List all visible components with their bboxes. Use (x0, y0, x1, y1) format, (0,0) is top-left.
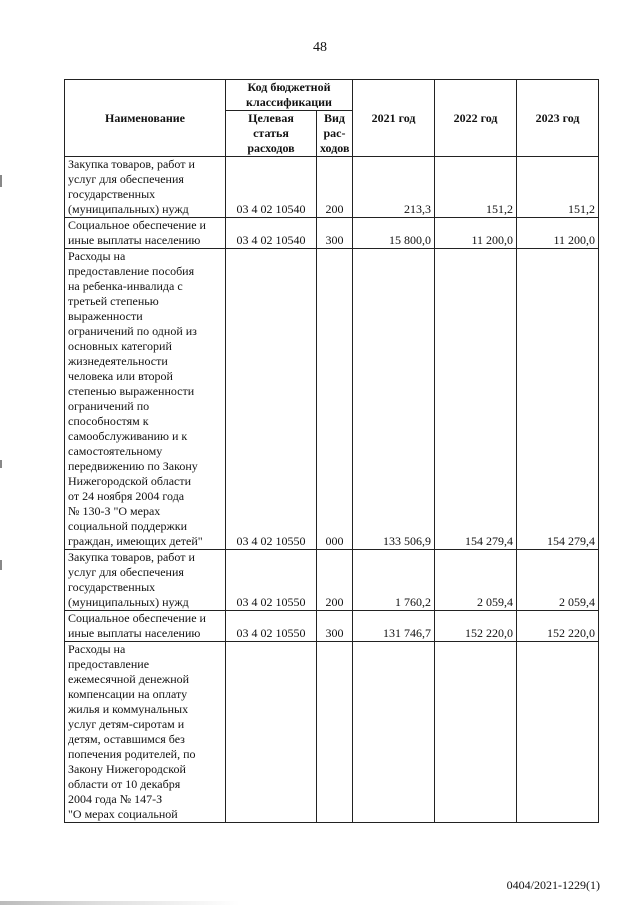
row-target-item: 03 4 02 10550 (226, 249, 317, 550)
row-value-2023: 152 220,0 (517, 611, 599, 642)
row-value-2021: 15 800,0 (353, 218, 435, 249)
header-expense-type: Вид рас-ходов (317, 111, 353, 157)
row-expense-type: 300 (317, 611, 353, 642)
row-value-2021 (353, 642, 435, 823)
table-row (65, 550, 599, 611)
header-budget-code: Код бюджетной классификации (226, 80, 353, 111)
header-name: Наименование (65, 80, 226, 157)
row-expense-type: 300 (317, 218, 353, 249)
row-expense-type: 200 (317, 550, 353, 611)
row-value-2023: 151,2 (517, 157, 599, 218)
row-value-2022: 152 220,0 (435, 611, 517, 642)
row-value-2022: 151,2 (435, 157, 517, 218)
row-name: Расходы на предоставление пособия на ребенка-инвалида с третьей степенью выраженности ограничений по одной из основных категорий жизнедеятельности человека или второй степенью выраженности ограничений по способностям к самообслуживанию и к самостоятельному передвижению по Закону Нижегородской области от 24 ноября 2004 года № 130-З "О мерах социальной поддержки граждан, имеющих детей" (65, 249, 226, 550)
row-name: Социальное обеспечение и иные выплаты населению (65, 218, 226, 249)
row-value-2021: 1 760,2 (353, 550, 435, 611)
row-name: Закупка товаров, работ и услуг для обеспечения государственных (муниципальных) нужд (65, 550, 226, 611)
row-value-2023: 11 200,0 (517, 218, 599, 249)
scan-mark (0, 175, 2, 187)
row-target-item: 03 4 02 10550 (226, 611, 317, 642)
scan-mark (0, 460, 2, 468)
row-value-2022: 2 059,4 (435, 550, 517, 611)
row-name: Социальное обеспечение и иные выплаты населению (65, 611, 226, 642)
header-year-2021: 2021 год (353, 80, 435, 157)
row-value-2023 (517, 642, 599, 823)
row-value-2023: 154 279,4 (517, 249, 599, 550)
row-value-2022: 154 279,4 (435, 249, 517, 550)
header-target-item: Целевая статья расходов (226, 111, 317, 157)
table-row (65, 218, 599, 249)
table-row (65, 642, 599, 823)
row-expense-type: 200 (317, 157, 353, 218)
table-row (65, 611, 599, 642)
row-expense-type (317, 642, 353, 823)
row-target-item: 03 4 02 10540 (226, 218, 317, 249)
row-target-item: 03 4 02 10550 (226, 550, 317, 611)
row-value-2021: 133 506,9 (353, 249, 435, 550)
row-value-2022: 11 200,0 (435, 218, 517, 249)
row-target-item (226, 642, 317, 823)
scan-edge (0, 901, 240, 905)
header-year-2023: 2023 год (517, 80, 599, 157)
row-name: Закупка товаров, работ и услуг для обеспечения государственных (муниципальных) нужд (65, 157, 226, 218)
row-target-item: 03 4 02 10540 (226, 157, 317, 218)
budget-table (64, 79, 599, 823)
document-code: 0404/2021-1229(1) (506, 878, 600, 892)
header-year-2022: 2022 год (435, 80, 517, 157)
row-value-2022 (435, 642, 517, 823)
row-name: Расходы на предоставление ежемесячной денежной компенсации на оплату жилья и коммунальных услуг детям-сиротам и детям, оставшимся без попечения родителей, по Закону Нижегородской области от 10 декабря 2004 года № 147-З "О мерах социальной (65, 642, 226, 823)
row-value-2021: 213,3 (353, 157, 435, 218)
scan-mark (0, 560, 2, 570)
table-row (65, 249, 599, 550)
page-number: 48 (313, 40, 327, 55)
row-expense-type: 000 (317, 249, 353, 550)
table-row (65, 157, 599, 218)
row-value-2023: 2 059,4 (517, 550, 599, 611)
row-value-2021: 131 746,7 (353, 611, 435, 642)
